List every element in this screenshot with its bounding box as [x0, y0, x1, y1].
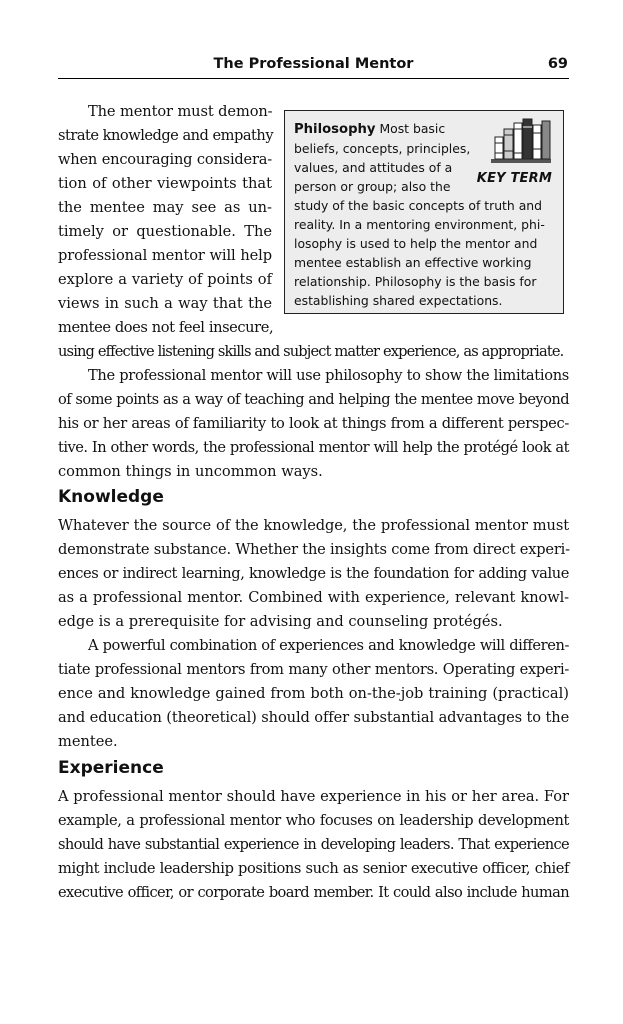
definition-line: relationship. Philosophy is the basis for [294, 274, 537, 289]
text-line: ences or indirect learning, knowledge is the foundation for adding value [58, 565, 569, 582]
text-line: Whatever the source of the knowledge, the professional mentor must [58, 517, 569, 534]
key-term-definition-start: Most basic [379, 121, 446, 136]
paragraph-knowledge [58, 514, 569, 634]
text-line: edge is a prerequisite for advising and counseling protégés. [58, 613, 503, 630]
key-term-box [284, 110, 564, 314]
text-line: of some points as a way of teaching and helping the mentee move beyond [58, 391, 569, 408]
text-line: tiate professional mentors from many other mentors. Operating experi- [58, 661, 569, 678]
text-line: mentee does not feel insecure, [58, 319, 274, 336]
text-line: should have substantial experience in developing leaders. That experience [58, 836, 569, 853]
text-line: strate knowledge and empathy [58, 127, 274, 144]
text-line: common things in uncommon ways. [58, 463, 323, 480]
text-line: The mentor must demon- [88, 103, 273, 120]
definition-line: mentee establish an effective working [294, 255, 532, 270]
definition-line: establishing shared expectations. [294, 293, 503, 308]
text-line: the mentee may see as un- [58, 199, 272, 216]
key-term-heading-line [294, 119, 459, 139]
running-head [58, 52, 569, 79]
definition-line: person or group; also the [294, 179, 451, 194]
paragraph-philosophy [58, 364, 569, 484]
text-line: and education (theoretical) should offer substantial advantages to the [58, 709, 570, 726]
text-line: executive officer, or corporate board member. It could also include human [58, 884, 569, 901]
text-line: mentee. [58, 733, 118, 750]
section-heading-experience: Experience [58, 758, 164, 778]
text-line: timely or questionable. The [58, 223, 272, 240]
definition-line: losophy is used to help the mentor and [294, 236, 538, 251]
text-line: ence and knowledge gained from both on-the-job training (practical) [58, 685, 569, 702]
text-line: demonstrate substance. Whether the insights come from direct experi- [58, 541, 570, 558]
text-line: using effective listening skills and subject matter experience, as appropriate. [58, 343, 564, 360]
text-line: as a professional mentor. Combined with experience, relevant knowl- [58, 589, 569, 606]
text-line: his or her areas of familiarity to look at things from a different perspec- [58, 415, 569, 432]
text-line: might include leadership positions such as senior executive officer, chief [58, 860, 569, 877]
text-line: A professional mentor should have experience in his or her area. For [58, 788, 569, 805]
text-line: professional mentor will help [58, 247, 272, 264]
text-line: tive. In other words, the professional mentor will help the protégé look at [58, 439, 569, 456]
text-line: The professional mentor will use philosophy to show the limitations [88, 367, 569, 384]
books-icon [489, 115, 553, 167]
page-number: 69 [547, 56, 568, 72]
definition-line: reality. In a mentoring environment, phi- [294, 217, 545, 232]
paragraph-experience [58, 785, 569, 905]
definition-line: values, and attitudes of a [294, 160, 453, 175]
text-line: views in such a way that the [58, 295, 272, 312]
paragraph-combination [58, 634, 569, 754]
text-line: A powerful combination of experiences and knowledge will differen- [88, 637, 569, 654]
text-line: when encouraging considera- [58, 151, 272, 168]
text-line: tion of other viewpoints that [58, 175, 272, 192]
definition-line: beliefs, concepts, principles, [294, 141, 471, 156]
definition-line: study of the basic concepts of truth and [294, 198, 543, 213]
section-heading-knowledge: Knowledge [58, 487, 164, 507]
text-line: explore a variety of points of [58, 271, 272, 288]
running-head-title: The Professional Mentor [213, 56, 414, 72]
key-term-word: Philosophy [294, 122, 376, 137]
text-line: example, a professional mentor who focuses on leadership development [58, 812, 569, 829]
key-term-badge: KEY TERM [476, 171, 552, 186]
